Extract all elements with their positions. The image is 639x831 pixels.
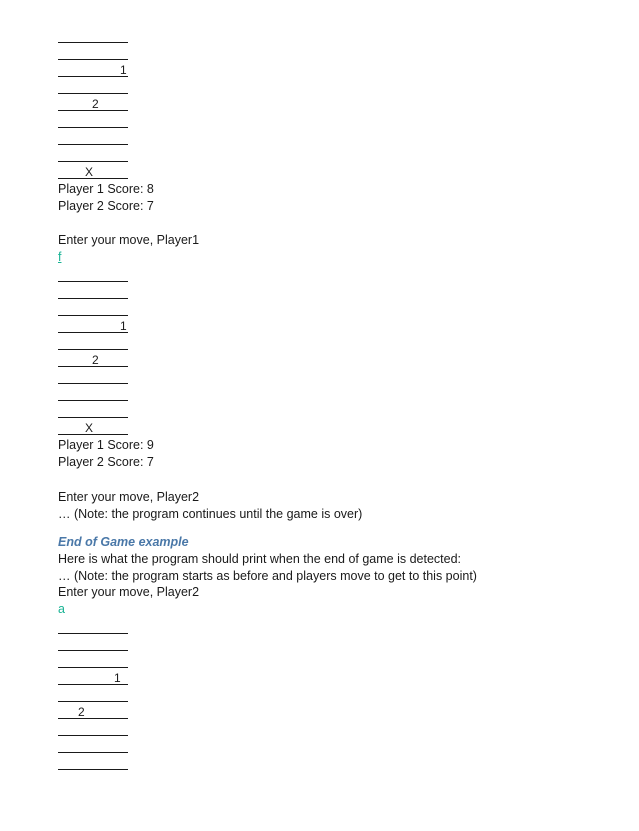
player-2-marker: 2 xyxy=(92,353,99,367)
player-2-marker: 2 xyxy=(92,97,99,111)
move-prompt: Enter your move, Player2 xyxy=(58,585,200,599)
board-line xyxy=(58,320,128,333)
board-line xyxy=(58,689,128,702)
board-line xyxy=(58,149,128,162)
player-1-marker: 1 xyxy=(120,319,127,333)
board-line xyxy=(58,405,128,418)
player-2-score: Player 2 Score: 7 xyxy=(58,199,154,213)
board-line xyxy=(58,81,128,94)
player-1-score: Player 1 Score: 8 xyxy=(58,182,154,196)
board-line xyxy=(58,672,128,685)
board-line xyxy=(58,132,128,145)
board-line xyxy=(58,115,128,128)
board-line xyxy=(58,30,128,43)
board-line xyxy=(58,303,128,316)
move-prompt: Enter your move, Player1 xyxy=(58,233,200,247)
board-line xyxy=(58,286,128,299)
board-line xyxy=(58,337,128,350)
board-line xyxy=(58,269,128,282)
board-line xyxy=(58,621,128,634)
board-line xyxy=(58,64,128,77)
user-input: a xyxy=(58,602,65,616)
x-marker: X xyxy=(85,421,94,435)
board-line xyxy=(58,757,128,770)
board-line xyxy=(58,723,128,736)
board-line xyxy=(58,706,128,719)
description-text: Here is what the program should print when the end of game is detected: xyxy=(58,552,462,566)
board-line xyxy=(58,740,128,753)
move-prompt: Enter your move, Player2 xyxy=(58,490,200,504)
board-line xyxy=(58,638,128,651)
note-text: … (Note: the program starts as before and players move to get to this point) xyxy=(58,569,477,583)
board-line xyxy=(58,98,128,111)
player-1-marker: 1 xyxy=(120,63,127,77)
board-line xyxy=(58,655,128,668)
board-line xyxy=(58,371,128,384)
note-text: … (Note: the program continues until the game is over) xyxy=(58,507,363,521)
user-input: f xyxy=(58,250,62,264)
board-line xyxy=(58,354,128,367)
player-1-score: Player 1 Score: 9 xyxy=(58,438,154,452)
section-heading: End of Game example xyxy=(58,535,189,549)
player-2-marker: 2 xyxy=(78,705,85,719)
player-2-score: Player 2 Score: 7 xyxy=(58,455,154,469)
board-line xyxy=(58,388,128,401)
board-line xyxy=(58,47,128,60)
board-line xyxy=(58,422,128,435)
player-1-marker: 1 xyxy=(114,671,121,685)
board-line xyxy=(58,166,128,179)
x-marker: X xyxy=(85,165,94,179)
